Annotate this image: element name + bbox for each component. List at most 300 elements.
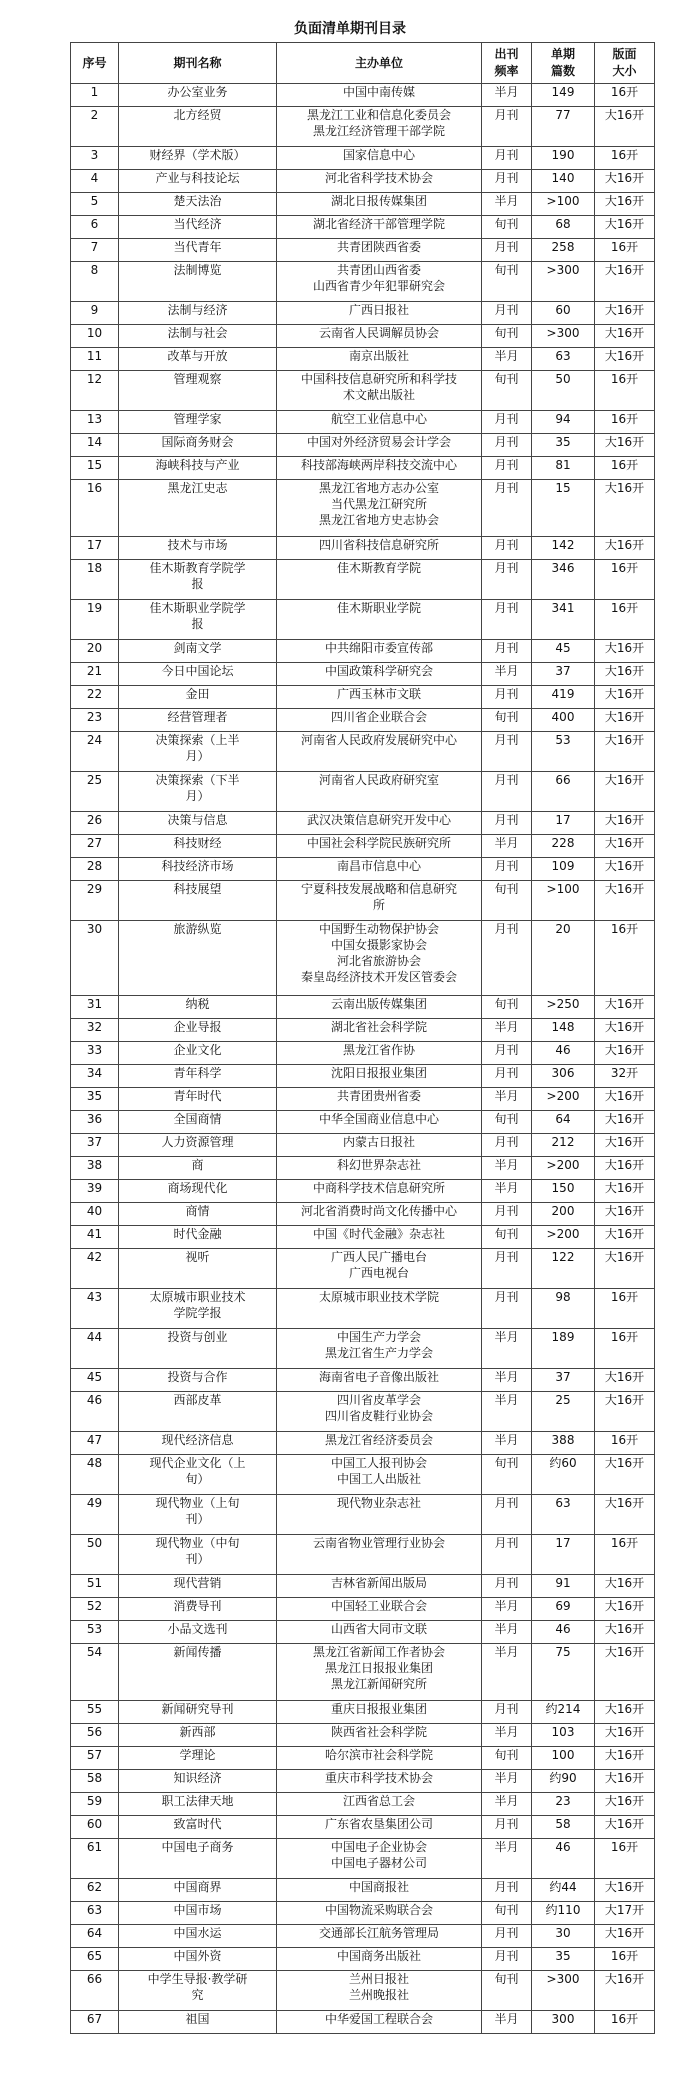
table-row: [71, 1432, 655, 1455]
cell-size: 大16开: [595, 1111, 655, 1134]
cell-name: 全国商情: [119, 1111, 277, 1134]
cell-org-line: 黑龙江省地方志办公室: [318, 481, 439, 495]
cell-count: 228: [532, 835, 595, 858]
cell-count: 91: [532, 1575, 595, 1598]
cell-org-line: 中国女摄影家协会: [330, 938, 427, 952]
cell-name: 今日中国论坛: [119, 663, 277, 686]
cell-size: 16开: [595, 1432, 655, 1455]
cell-name-line: 报: [191, 577, 204, 591]
cell-size: 32开: [595, 1065, 655, 1088]
table-row: [71, 1535, 655, 1575]
cell-no: 28: [71, 858, 119, 881]
cell-org: [277, 1455, 482, 1495]
cell-org: [277, 1249, 482, 1289]
cell-count: 98: [532, 1289, 595, 1329]
cell-org-line: 广西人民广播电台: [330, 1250, 427, 1264]
cell-count: 300: [532, 2011, 595, 2034]
cell-org: [277, 1329, 482, 1369]
table-row: [71, 1455, 655, 1495]
cell-org: [277, 1816, 482, 1839]
cell-no: 16: [71, 480, 119, 537]
cell-name: 新闻传播: [119, 1644, 277, 1701]
cell-freq: 月刊: [482, 640, 532, 663]
cell-freq: 月刊: [482, 1042, 532, 1065]
cell-count: >200: [532, 1088, 595, 1111]
cell-name: [119, 600, 277, 640]
cell-name-line: 中学生导报·教学研: [147, 1972, 248, 1986]
cell-org-line: 中国对外经济贸易会计学会: [306, 435, 451, 449]
cell-freq: 半月: [482, 1644, 532, 1701]
table-row: [71, 1180, 655, 1203]
cell-freq: 月刊: [482, 560, 532, 600]
cell-org: [277, 881, 482, 921]
cell-name: 海峡科技与产业: [119, 457, 277, 480]
cell-org-line: 黑龙江省地方史志协会: [318, 513, 439, 527]
cell-freq: 半月: [482, 193, 532, 216]
table-row: [71, 772, 655, 812]
cell-org: [277, 193, 482, 216]
cell-no: 23: [71, 709, 119, 732]
cell-name: 消费导刊: [119, 1598, 277, 1621]
cell-freq: 旬刊: [482, 1111, 532, 1134]
cell-org: [277, 107, 482, 147]
cell-name: 西部皮革: [119, 1392, 277, 1432]
table-row: [71, 1042, 655, 1065]
cell-size: 16开: [595, 84, 655, 107]
cell-name: [119, 732, 277, 772]
cell-size: 大16开: [595, 1598, 655, 1621]
cell-org: [277, 262, 482, 302]
cell-name-line: 佳木斯职业学院学: [149, 601, 246, 615]
cell-size: 大16开: [595, 1495, 655, 1535]
cell-org-line: 中国《时代金融》杂志社: [312, 1227, 445, 1241]
cell-no: 36: [71, 1111, 119, 1134]
cell-no: 33: [71, 1042, 119, 1065]
cell-freq: 月刊: [482, 411, 532, 434]
cell-size: 大16开: [595, 480, 655, 537]
cell-org: [277, 1111, 482, 1134]
cell-freq: 月刊: [482, 1495, 532, 1535]
cell-count: 100: [532, 1747, 595, 1770]
table-row: [71, 1249, 655, 1289]
cell-size: 大16开: [595, 1971, 655, 2011]
table-row: [71, 1392, 655, 1432]
cell-org: [277, 411, 482, 434]
cell-org-line: 科技部海峡两岸科技交流中心: [300, 458, 457, 472]
cell-size: 大16开: [595, 216, 655, 239]
table-row: [71, 1575, 655, 1598]
cell-org-line: 黑龙江日报报业集团: [324, 1661, 433, 1675]
cell-name: 办公室业务: [119, 84, 277, 107]
cell-org: [277, 1598, 482, 1621]
cell-freq: 半月: [482, 1839, 532, 1879]
cell-freq: 旬刊: [482, 216, 532, 239]
cell-size: 大16开: [595, 1793, 655, 1816]
cell-no: 31: [71, 996, 119, 1019]
cell-freq: 月刊: [482, 1134, 532, 1157]
cell-size: 大16开: [595, 1770, 655, 1793]
cell-count: >200: [532, 1226, 595, 1249]
cell-size: 大16开: [595, 772, 655, 812]
cell-no: 20: [71, 640, 119, 663]
cell-freq: 月刊: [482, 1289, 532, 1329]
cell-name: 法制博览: [119, 262, 277, 302]
cell-org-line: 国家信息中心: [342, 148, 415, 162]
cell-org: [277, 1770, 482, 1793]
cell-no: 44: [71, 1329, 119, 1369]
cell-size: 大16开: [595, 1644, 655, 1701]
cell-count: >300: [532, 1971, 595, 2011]
cell-name: [119, 1535, 277, 1575]
cell-name: 知识经济: [119, 1770, 277, 1793]
cell-org: [277, 457, 482, 480]
cell-no: 48: [71, 1455, 119, 1495]
cell-org-line: 陕西省社会科学院: [330, 1725, 427, 1739]
table-row: [71, 921, 655, 996]
cell-org-line: 云南出版传媒集团: [330, 997, 427, 1011]
cell-name: 商场现代化: [119, 1180, 277, 1203]
cell-size: 16开: [595, 371, 655, 411]
cell-org: [277, 302, 482, 325]
table-row: [71, 262, 655, 302]
table-row: [71, 1793, 655, 1816]
cell-size: 大16开: [595, 1621, 655, 1644]
cell-freq: 半月: [482, 1770, 532, 1793]
cell-name: 金田: [119, 686, 277, 709]
cell-name-line: 学院学报: [173, 1306, 222, 1320]
cell-org-line: 山西省青少年犯罪研究会: [312, 279, 445, 293]
cell-size: 大16开: [595, 881, 655, 921]
cell-size: 大16开: [595, 640, 655, 663]
cell-freq: 旬刊: [482, 1226, 532, 1249]
cell-freq: 旬刊: [482, 709, 532, 732]
cell-freq: 半月: [482, 835, 532, 858]
cell-no: 53: [71, 1621, 119, 1644]
table-row: [71, 193, 655, 216]
table-row: [71, 1157, 655, 1180]
table-row: [71, 1369, 655, 1392]
table-row: [71, 858, 655, 881]
cell-size: 大16开: [595, 1701, 655, 1724]
cell-org: [277, 84, 482, 107]
cell-count: 46: [532, 1839, 595, 1879]
cell-org: [277, 147, 482, 170]
cell-freq: 月刊: [482, 239, 532, 262]
cell-size: 16开: [595, 147, 655, 170]
cell-name: [119, 1971, 277, 2011]
cell-count: 约44: [532, 1879, 595, 1902]
header-count-line: 篇数: [550, 64, 575, 78]
cell-size: 16开: [595, 1329, 655, 1369]
cell-name: 商: [119, 1157, 277, 1180]
cell-org: [277, 1432, 482, 1455]
cell-freq: 月刊: [482, 1816, 532, 1839]
cell-name: 纳税: [119, 996, 277, 1019]
cell-count: 341: [532, 600, 595, 640]
cell-name: 法制与社会: [119, 325, 277, 348]
cell-org: [277, 1535, 482, 1575]
cell-org-line: 中共绵阳市委宣传部: [324, 641, 433, 655]
cell-org-line: 四川省企业联合会: [330, 710, 427, 724]
cell-size: 大16开: [595, 434, 655, 457]
table-row: [71, 1902, 655, 1925]
cell-count: >100: [532, 193, 595, 216]
cell-org: [277, 1644, 482, 1701]
table-row: [71, 325, 655, 348]
table-row: [71, 1226, 655, 1249]
cell-count: 419: [532, 686, 595, 709]
cell-freq: 旬刊: [482, 1747, 532, 1770]
cell-no: 55: [71, 1701, 119, 1724]
cell-org-line: 中国野生动物保护协会: [318, 922, 439, 936]
cell-freq: 月刊: [482, 457, 532, 480]
cell-count: 17: [532, 1535, 595, 1575]
cell-no: 4: [71, 170, 119, 193]
cell-name: 致富时代: [119, 1816, 277, 1839]
cell-count: 140: [532, 170, 595, 193]
table-row: [71, 1598, 655, 1621]
cell-count: 46: [532, 1042, 595, 1065]
cell-count: 约60: [532, 1455, 595, 1495]
table-row: [71, 1621, 655, 1644]
cell-no: 39: [71, 1180, 119, 1203]
cell-name: 青年时代: [119, 1088, 277, 1111]
table-row: [71, 640, 655, 663]
cell-count: >250: [532, 996, 595, 1019]
cell-count: 190: [532, 147, 595, 170]
header-count-line: 单期: [550, 47, 575, 61]
cell-org: [277, 1621, 482, 1644]
table-row: [71, 1134, 655, 1157]
cell-org: [277, 480, 482, 537]
table-row: [71, 1971, 655, 2011]
cell-name: [119, 772, 277, 812]
cell-freq: 旬刊: [482, 1455, 532, 1495]
cell-name-line: 月）: [185, 749, 210, 763]
cell-name: 中国市场: [119, 1902, 277, 1925]
cell-org-line: 共青团贵州省委: [336, 1089, 421, 1103]
cell-org-line: 中华全国商业信息中心: [318, 1112, 439, 1126]
cell-no: 50: [71, 1535, 119, 1575]
cell-org: [277, 663, 482, 686]
cell-size: 大16开: [595, 1747, 655, 1770]
cell-name: 学理论: [119, 1747, 277, 1770]
cell-size: 大16开: [595, 1816, 655, 1839]
table-row: [71, 170, 655, 193]
cell-name-line: 报: [191, 617, 204, 631]
table-row: [71, 84, 655, 107]
cell-count: 60: [532, 302, 595, 325]
cell-name: [119, 1455, 277, 1495]
cell-freq: 半月: [482, 1329, 532, 1369]
cell-org-line: 中国政策科学研究会: [324, 664, 433, 678]
cell-org-line: 广西日报社: [348, 303, 409, 317]
cell-freq: 半月: [482, 1157, 532, 1180]
cell-count: >200: [532, 1157, 595, 1180]
header-freq-line: 频率: [494, 64, 519, 78]
cell-org-line: 海南省电子音像出版社: [318, 1370, 439, 1384]
cell-count: 17: [532, 812, 595, 835]
table-row: [71, 107, 655, 147]
cell-count: 109: [532, 858, 595, 881]
cell-size: 大16开: [595, 1180, 655, 1203]
cell-org: [277, 239, 482, 262]
cell-org: [277, 1134, 482, 1157]
cell-org-line: 共青团山西省委: [336, 263, 421, 277]
cell-freq: 月刊: [482, 772, 532, 812]
cell-org: [277, 1369, 482, 1392]
cell-no: 32: [71, 1019, 119, 1042]
cell-name: 现代经济信息: [119, 1432, 277, 1455]
cell-no: 27: [71, 835, 119, 858]
cell-no: 21: [71, 663, 119, 686]
cell-name: [119, 1495, 277, 1535]
cell-org-line: 黑龙江省经济委员会: [324, 1433, 433, 1447]
cell-org-line: 中国中南传媒: [342, 85, 415, 99]
cell-org: [277, 1879, 482, 1902]
cell-size: 大16开: [595, 1157, 655, 1180]
cell-name-line: 现代物业（中旬: [155, 1536, 240, 1550]
cell-count: 148: [532, 1019, 595, 1042]
cell-org: [277, 1575, 482, 1598]
cell-org: [277, 216, 482, 239]
cell-org-line: 云南省物业管理行业协会: [312, 1536, 445, 1550]
header-count: [532, 43, 595, 84]
cell-name: 当代青年: [119, 239, 277, 262]
cell-size: 大16开: [595, 170, 655, 193]
cell-org-line: 河北省消费时尚文化传播中心: [300, 1204, 457, 1218]
cell-count: >300: [532, 325, 595, 348]
cell-no: 8: [71, 262, 119, 302]
cell-size: 大16开: [595, 663, 655, 686]
cell-size: 大16开: [595, 302, 655, 325]
document-title: 负面清单期刊目录: [294, 21, 406, 37]
cell-org-line: 黑龙江省作协: [342, 1043, 415, 1057]
cell-name: 科技财经: [119, 835, 277, 858]
cell-size: 16开: [595, 921, 655, 996]
cell-count: 75: [532, 1644, 595, 1701]
cell-org: [277, 1065, 482, 1088]
cell-size: 大16开: [595, 1249, 655, 1289]
cell-count: 63: [532, 1495, 595, 1535]
cell-org-line: 河北省旅游协会: [336, 954, 421, 968]
table-row: [71, 1019, 655, 1042]
cell-org-line: 共青团陕西省委: [336, 240, 421, 254]
cell-freq: 月刊: [482, 170, 532, 193]
cell-name: 北方经贸: [119, 107, 277, 147]
cell-org: [277, 732, 482, 772]
cell-name: [119, 560, 277, 600]
cell-size: 16开: [595, 1948, 655, 1971]
table-row: [71, 812, 655, 835]
cell-name-line: 决策探索（上半: [155, 733, 240, 747]
cell-no: 41: [71, 1226, 119, 1249]
cell-count: 77: [532, 107, 595, 147]
cell-no: 64: [71, 1925, 119, 1948]
cell-org-line: 黑龙江工业和信息化委员会: [306, 108, 451, 122]
cell-org-line: 黑龙江经济管理干部学院: [312, 124, 445, 138]
cell-size: 大16开: [595, 835, 655, 858]
cell-org-line: 兰州晚报社: [348, 1988, 409, 2002]
cell-freq: 旬刊: [482, 371, 532, 411]
cell-org: [277, 858, 482, 881]
cell-no: 10: [71, 325, 119, 348]
cell-count: 400: [532, 709, 595, 732]
table-row: [71, 600, 655, 640]
cell-no: 61: [71, 1839, 119, 1879]
table-row: [71, 1088, 655, 1111]
cell-freq: 月刊: [482, 1879, 532, 1902]
cell-no: 24: [71, 732, 119, 772]
table-row: [71, 1644, 655, 1701]
cell-no: 66: [71, 1971, 119, 2011]
cell-size: 大16开: [595, 1226, 655, 1249]
cell-size: 16开: [595, 1289, 655, 1329]
header-size: [595, 43, 655, 84]
header-freq-line: 出刊: [494, 47, 519, 61]
cell-name: 科技展望: [119, 881, 277, 921]
cell-size: 大16开: [595, 1088, 655, 1111]
cell-size: 大16开: [595, 1019, 655, 1042]
cell-org: [277, 1793, 482, 1816]
cell-org-line: 四川省皮鞋行业协会: [324, 1409, 433, 1423]
cell-name: 国际商务财会: [119, 434, 277, 457]
cell-org-line: 沈阳日报报业集团: [330, 1066, 427, 1080]
cell-size: 大16开: [595, 996, 655, 1019]
cell-freq: 月刊: [482, 107, 532, 147]
cell-freq: 月刊: [482, 302, 532, 325]
cell-org-line: 吉林省新闻出版局: [330, 1576, 427, 1590]
cell-no: 52: [71, 1598, 119, 1621]
cell-org: [277, 325, 482, 348]
cell-freq: 旬刊: [482, 325, 532, 348]
cell-org-line: 中国电子企业协会: [330, 1840, 427, 1854]
cell-org: [277, 1180, 482, 1203]
cell-count: 约214: [532, 1701, 595, 1724]
cell-count: 58: [532, 1816, 595, 1839]
cell-freq: 半月: [482, 1598, 532, 1621]
table-header: [71, 43, 655, 84]
cell-no: 47: [71, 1432, 119, 1455]
cell-no: 43: [71, 1289, 119, 1329]
cell-name: 改革与开放: [119, 348, 277, 371]
cell-no: 60: [71, 1816, 119, 1839]
table-row: [71, 1701, 655, 1724]
cell-org-line: 河南省人民政府发展研究中心: [300, 733, 457, 747]
cell-no: 29: [71, 881, 119, 921]
header-name: 期刊名称: [119, 43, 277, 84]
cell-no: 63: [71, 1902, 119, 1925]
table-row: [71, 1495, 655, 1535]
cell-size: 大16开: [595, 1879, 655, 1902]
cell-count: 306: [532, 1065, 595, 1088]
cell-size: 大16开: [595, 1392, 655, 1432]
cell-size: 大16开: [595, 858, 655, 881]
cell-org: [277, 1042, 482, 1065]
cell-no: 19: [71, 600, 119, 640]
cell-org-line: 南京出版社: [348, 349, 409, 363]
cell-name: 经营管理者: [119, 709, 277, 732]
cell-freq: 半月: [482, 1724, 532, 1747]
cell-name: 中国电子商务: [119, 1839, 277, 1879]
table-row: [71, 1948, 655, 1971]
cell-size: 16开: [595, 1535, 655, 1575]
cell-no: 49: [71, 1495, 119, 1535]
cell-org-line: 科幻世界杂志社: [336, 1158, 421, 1172]
cell-freq: 月刊: [482, 1203, 532, 1226]
cell-no: 17: [71, 537, 119, 560]
cell-org: [277, 1392, 482, 1432]
